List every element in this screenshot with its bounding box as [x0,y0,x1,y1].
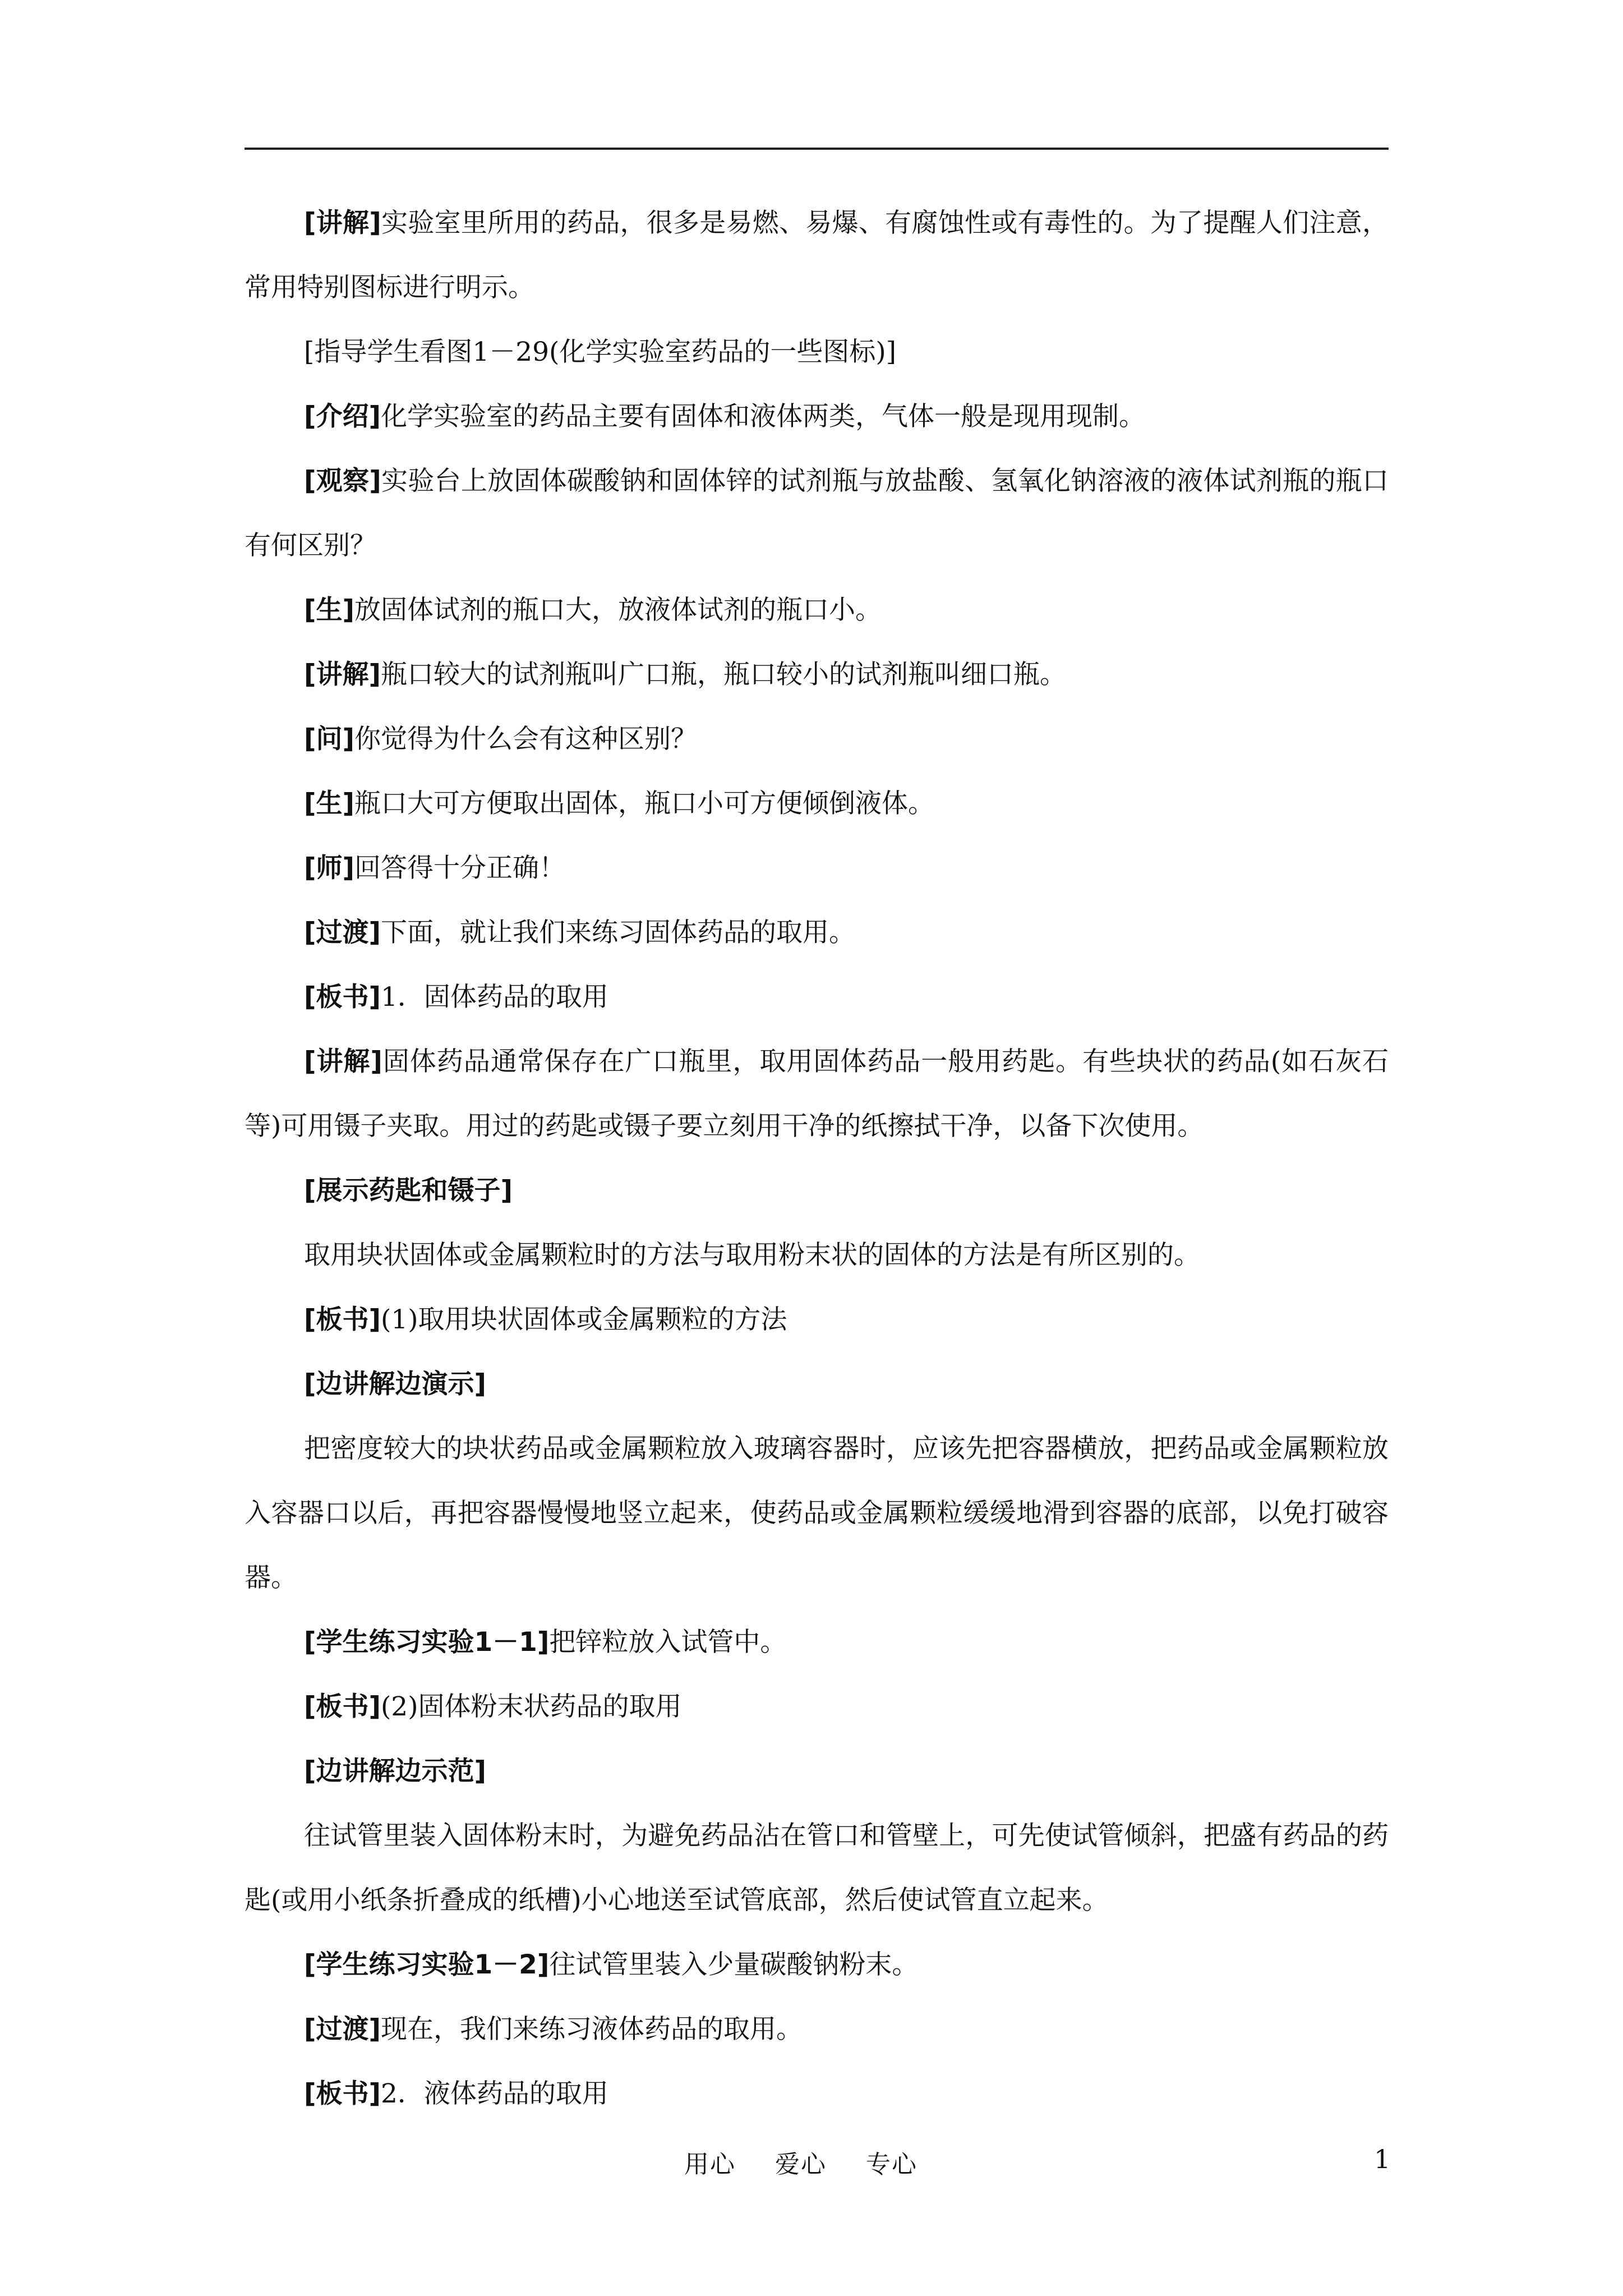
paragraph [245,320,1389,384]
paragraph [245,1932,1389,1997]
paragraph-tag: [边讲解边示范] [304,1756,486,1787]
paragraph-tag: [师] [304,853,354,884]
paragraph [245,384,1389,449]
paragraph [245,578,1389,642]
paragraph [245,1158,1389,1223]
paragraph-text: 取用块状固体或金属颗粒时的方法与取用粉末状的固体的方法是有所区别的。 [304,1240,1200,1271]
paragraph-text: 1．固体药品的取用 [380,982,608,1013]
paragraph [245,1674,1389,1739]
paragraph-text: 把密度较大的块状药品或金属颗粒放入玻璃容器时，应该先把容器横放，把药品或金属颗粒放入容器口以后，再把容器慢慢地竖立起来，使药品或金属颗粒缓缓地滑到容器的底部，以免打破容器。 [245,1433,1389,1593]
paragraph-text: 2．液体药品的取用 [380,2078,608,2109]
paragraph-text: 往试管里装入少量碳酸钠粉末。 [549,1949,919,1980]
paragraph [245,1997,1389,2062]
paragraph-text: 瓶口大可方便取出固体，瓶口小可方便倾倒液体。 [354,788,934,819]
paragraph-tag: [学生练习实验1－2] [304,1949,550,1980]
document-body [245,191,1389,2126]
paragraph-text: (2)固体粉末状药品的取用 [380,1691,682,1722]
paragraph [245,771,1389,836]
paragraph [245,836,1389,900]
paragraph [245,642,1389,707]
paragraph-tag: [讲解] [304,1046,382,1077]
paragraph-tag: [展示药匙和镊子] [304,1175,513,1206]
paragraph-tag: [讲解] [304,208,381,238]
paragraph [245,1352,1389,1416]
footer-motto-item: 专心 [866,2150,917,2179]
footer-motto-item: 用心 [684,2150,736,2179]
paragraph-tag: [板书] [304,2078,381,2109]
footer-motto [684,2144,957,2180]
paragraph-tag: [过渡] [304,2014,381,2045]
paragraph-text: 实验台上放固体碳酸钠和固体锌的试剂瓶与放盐酸、氢氧化钠溶液的液体试剂瓶的瓶口有何区别？ [245,466,1389,561]
paragraph-tag: [问] [304,724,354,754]
paragraph-text: 瓶口较大的试剂瓶叫广口瓶，瓶口较小的试剂瓶叫细口瓶。 [380,659,1066,690]
paragraph-tag: [讲解] [304,659,381,690]
paragraph [245,1610,1389,1674]
paragraph-text: 你觉得为什么会有这种区别？ [354,724,697,754]
paragraph-tag: [学生练习实验1－1] [304,1627,550,1658]
paragraph [245,1416,1389,1610]
paragraph-tag: [板书] [304,1304,381,1335]
paragraph-tag: [过渡] [304,917,381,948]
paragraph-text: 往试管里装入固体粉末时，为避免药品沾在管口和管壁上，可先使试管倾斜，把盛有药品的药匙(或用小纸条折叠成的纸槽)小心地送至试管底部，然后使试管直立起来。 [245,1820,1389,1916]
paragraph-text: [指导学生看图1－29(化学实验室药品的一些图标)] [304,337,897,367]
paragraph-text: 固体药品通常保存在广口瓶里，取用固体药品一般用药匙。有些块状的药品(如石灰石等)可用镊子夹取。用过的药匙或镊子要立刻用干净的纸擦拭干净，以备下次使用。 [245,1046,1389,1142]
paragraph [245,1223,1389,1287]
paragraph-text: 回答得十分正确！ [354,853,565,884]
paragraph-text: 现在，我们来练习液体药品的取用。 [380,2014,803,2045]
paragraph [245,191,1389,320]
paragraph-tag: [板书] [304,1691,381,1722]
paragraph [245,707,1389,771]
page-number: 1 [1374,2144,1391,2174]
paragraph [245,449,1389,578]
paragraph [245,1287,1389,1352]
paragraph [245,965,1389,1029]
paragraph-tag: [边讲解边演示] [304,1369,486,1400]
paragraph-text: 下面，就让我们来练习固体药品的取用。 [380,917,855,948]
paragraph-tag: [板书] [304,982,381,1013]
paragraph [245,2062,1389,2126]
paragraph-tag: [生] [304,595,354,625]
paragraph-tag: [生] [304,788,354,819]
paragraph-text: 化学实验室的药品主要有固体和液体两类，气体一般是现用现制。 [380,401,1145,432]
paragraph-text: 实验室里所用的药品，很多是易燃、易爆、有腐蚀性或有毒性的。为了提醒人们注意，常用特别图标进行明示。 [245,208,1389,303]
paragraph [245,1029,1389,1158]
page-footer [0,2144,1623,2178]
paragraph [245,1803,1389,1932]
paragraph [245,1739,1389,1803]
paragraph [245,900,1389,965]
footer-motto-item: 爱心 [775,2150,827,2179]
paragraph-text: 放固体试剂的瓶口大，放液体试剂的瓶口小。 [354,595,882,625]
paragraph-tag: [介绍] [304,401,381,432]
header-rule [245,148,1389,150]
paragraph-text: 把锌粒放入试管中。 [549,1627,787,1658]
paragraph-text: (1)取用块状固体或金属颗粒的方法 [380,1304,787,1335]
paragraph-tag: [观察] [304,466,381,496]
